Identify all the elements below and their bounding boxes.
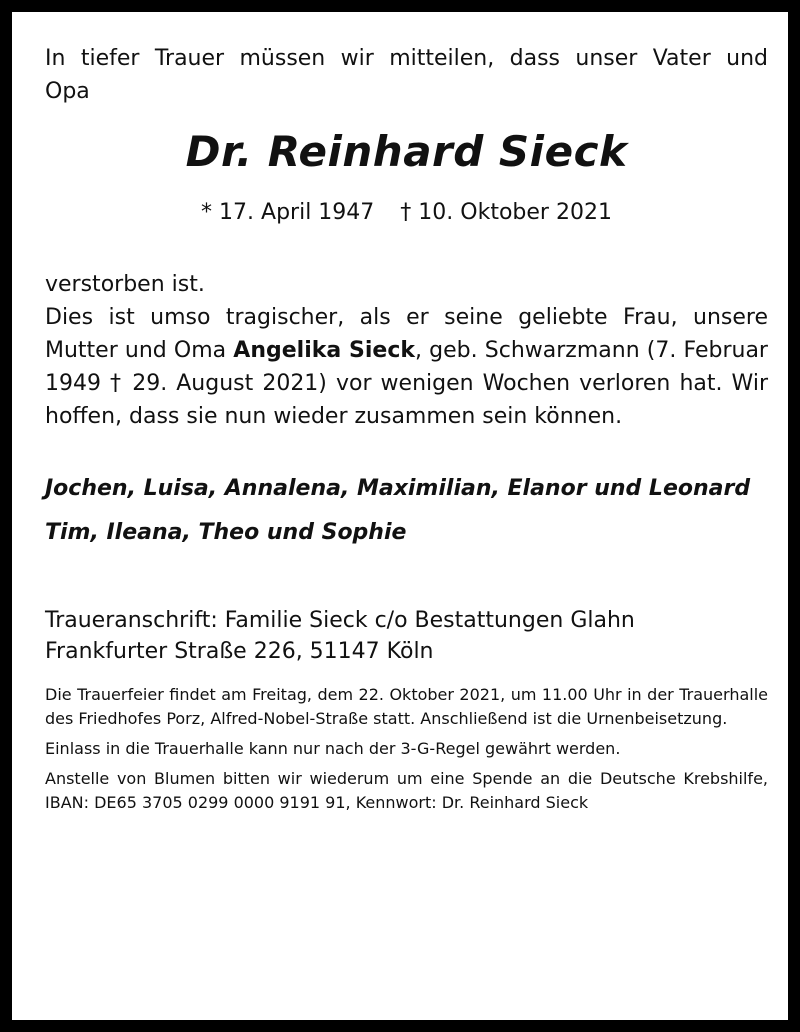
- address-line-2: Frankfurter Straße 226, 51147 Köln: [45, 639, 434, 664]
- admission-note: Einlass in die Trauerhalle kann nur nach der 3-G-Regel gewährt werden.: [45, 739, 621, 758]
- mourners-line-1: Jochen, Luisa, Annalena, Maximilian, Elanor und Leonard: [45, 476, 751, 501]
- passed-away-line: verstorben ist.: [45, 272, 205, 297]
- life-dates: [45, 198, 768, 228]
- death-date: † 10. Oktober 2021: [400, 200, 612, 225]
- mourners-line-2: Tim, Ileana, Theo und Sophie: [45, 520, 407, 545]
- birth-date: * 17. April 1947: [201, 200, 375, 225]
- mourners-list: [45, 467, 768, 555]
- spouse-paragraph-part2: , geb. Schwarzmann (7. Februar 1949 † 29. August 2021) vor wenigen Wochen verloren hat. Wir hoffen, dass sie nun wieder zusammen sein können.: [45, 338, 768, 429]
- spouse-name: Angelika Sieck: [233, 338, 416, 363]
- mourning-address: [45, 605, 768, 667]
- spouse-paragraph: [45, 301, 768, 433]
- deceased-name: Dr. Reinhard Sieck: [185, 127, 628, 176]
- ceremony-note: Die Trauerfeier findet am Freitag, dem 22. Oktober 2021, um 11.00 Uhr in der Trauerhalle des Friedhofes Porz, Alfred-Nobel-Straße statt. Anschließend ist die Urnenbeisetzung.: [45, 685, 768, 728]
- obituary-content: [45, 42, 768, 821]
- address-line-1: Traueranschrift: Familie Sieck c/o Bestattungen Glahn: [45, 608, 635, 633]
- donation-note: Anstelle von Blumen bitten wir wiederum um eine Spende an die Deutsche Krebshilfe, IBAN: DE65 3705 0299 0000 9191 91, Kennwort: Dr. Reinhard Sieck: [45, 769, 768, 812]
- notes-section: [45, 683, 768, 815]
- intro-text: In tiefer Trauer müssen wir mitteilen, dass unser Vater und Opa: [45, 46, 768, 104]
- spouse-paragraph-part1: Dies ist umso tragischer, als er seine geliebte Frau, unsere Mutter und Oma: [45, 305, 768, 363]
- announcement-body: [45, 268, 768, 433]
